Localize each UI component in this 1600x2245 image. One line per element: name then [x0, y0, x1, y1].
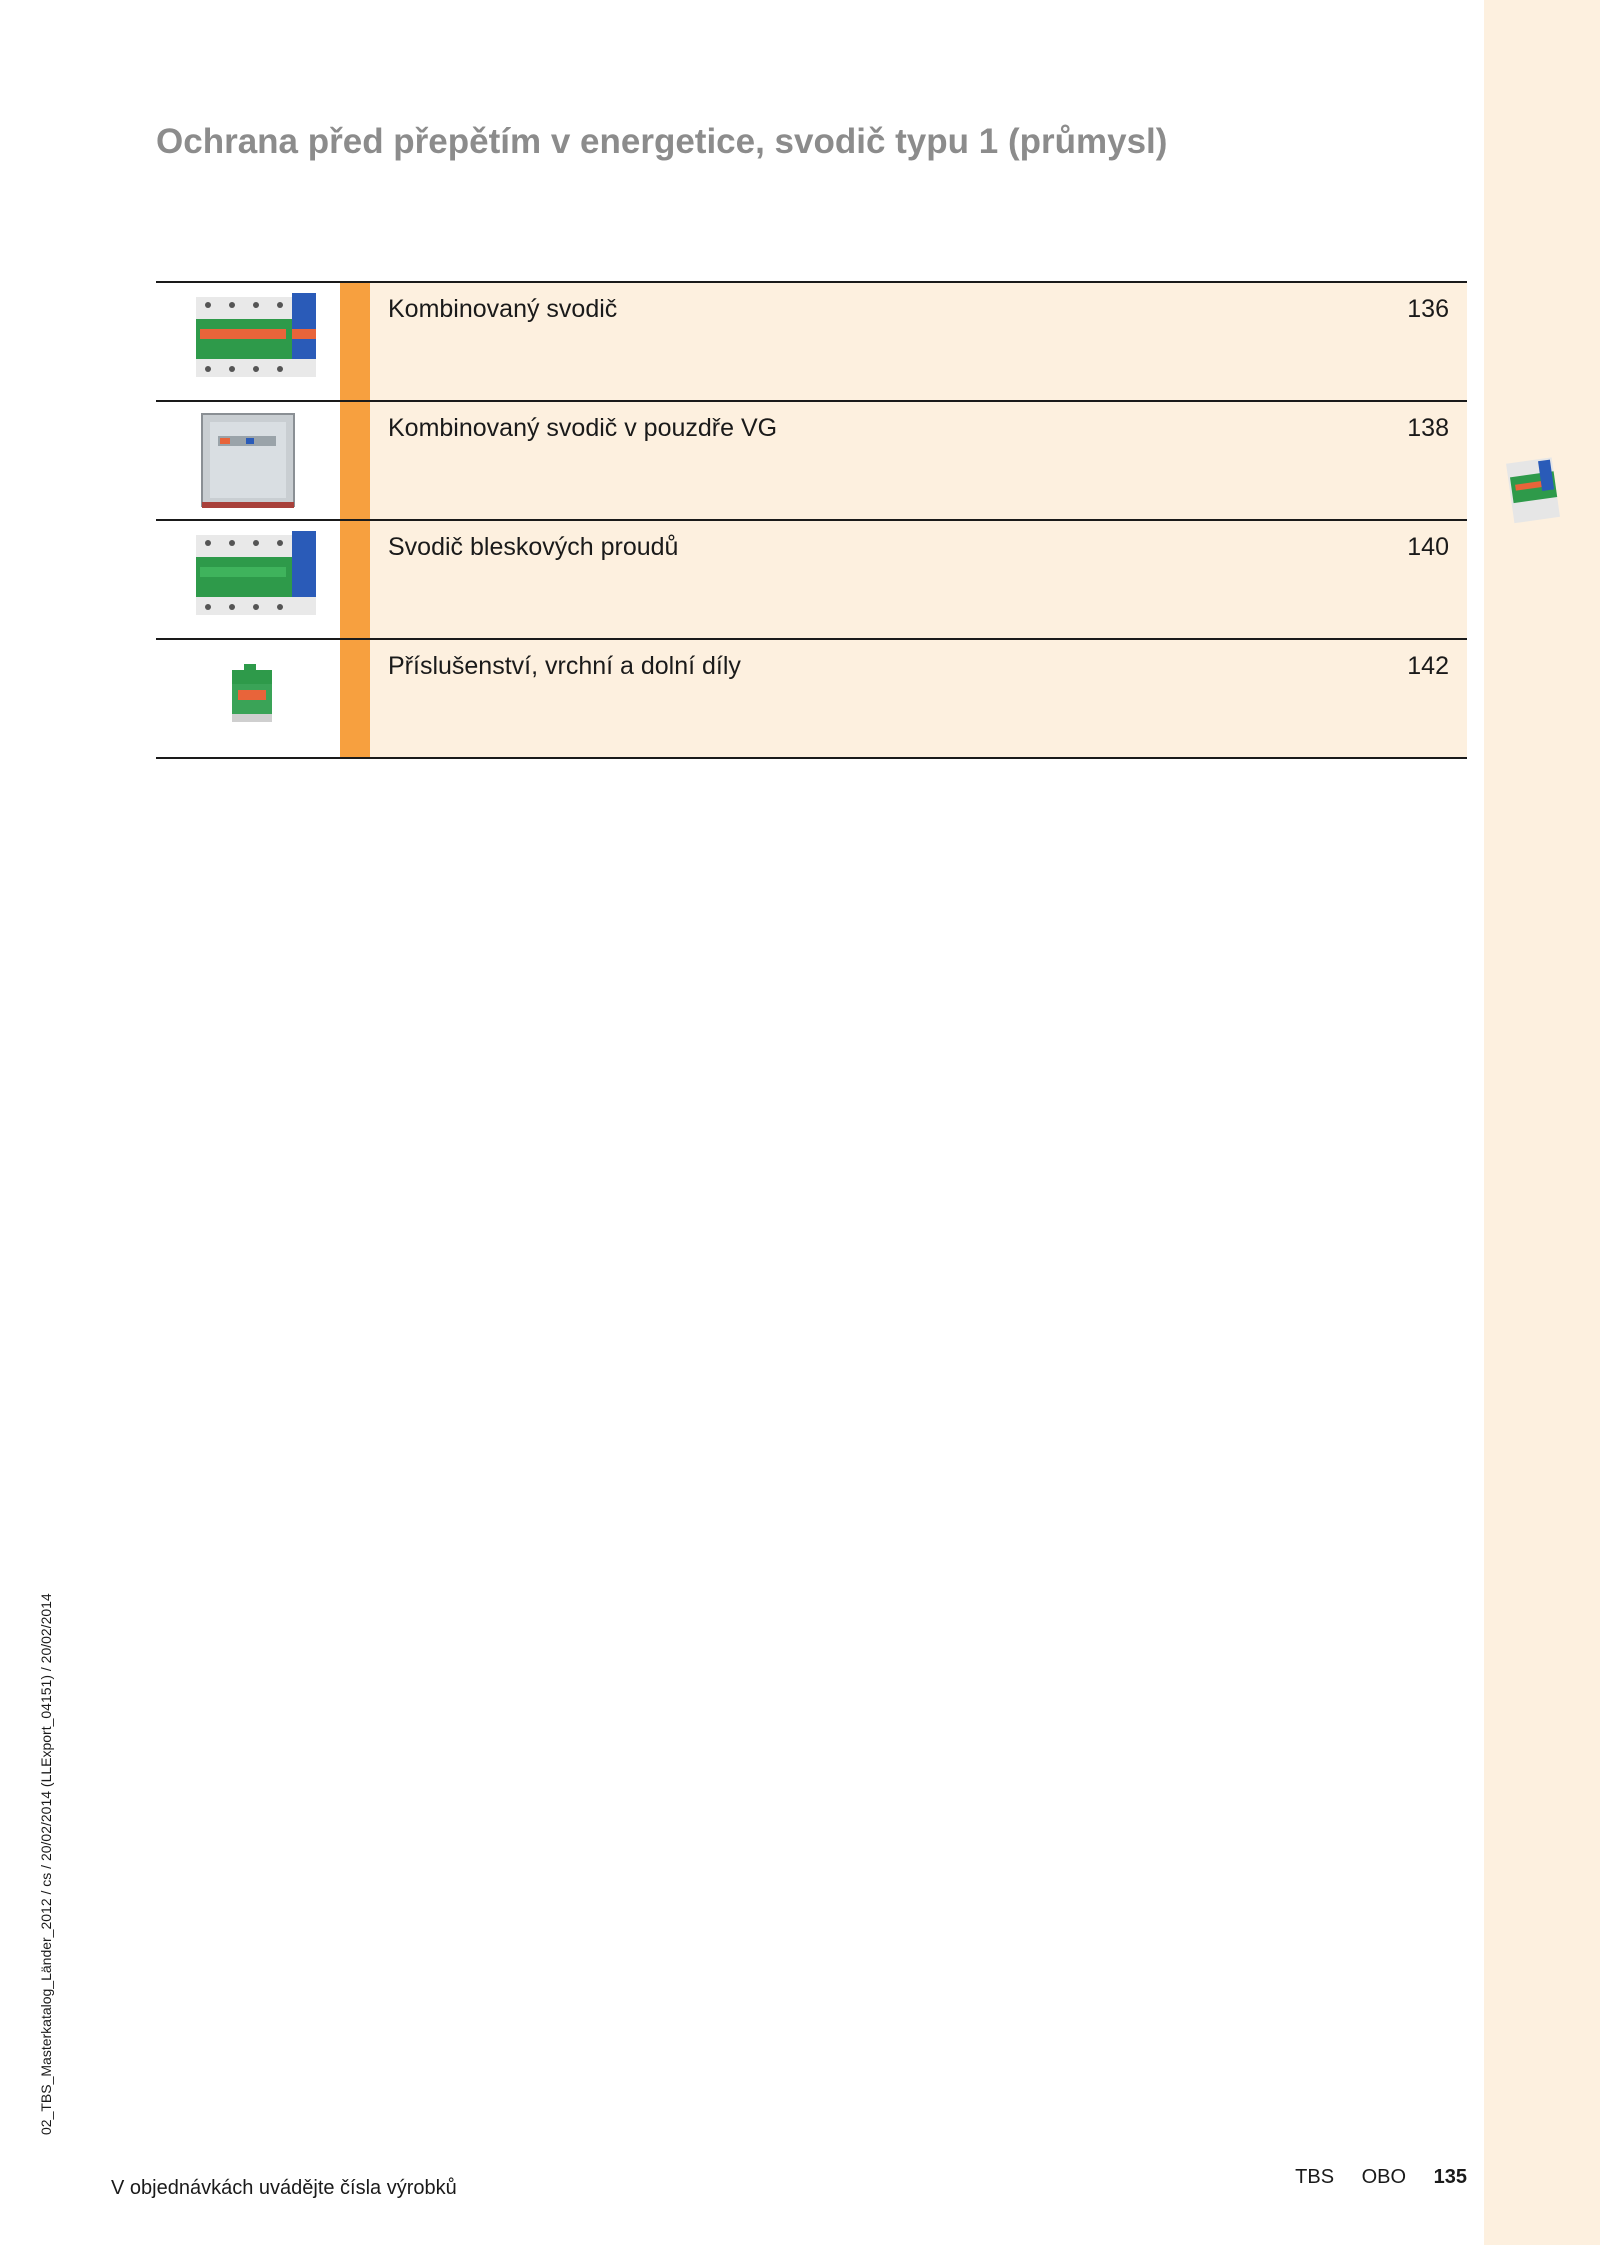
toc-accent-bar: [340, 283, 370, 400]
table-of-contents: [156, 281, 1467, 759]
toc-row-content: [370, 402, 1467, 519]
toc-accent-bar: [340, 402, 370, 519]
toc-item-label[interactable]: Svodič bleskových proudů: [388, 533, 679, 561]
toc-accent-bar: [340, 640, 370, 757]
toc-item-label[interactable]: Kombinovaný svodič: [388, 295, 618, 323]
toc-row[interactable]: [156, 640, 1467, 759]
toc-item-page[interactable]: 136: [1407, 295, 1449, 323]
toc-item-page[interactable]: 140: [1407, 533, 1449, 561]
toc-row[interactable]: [156, 402, 1467, 521]
footer-note: V objednávkách uvádějte čísla výrobků: [111, 2177, 457, 2199]
toc-row[interactable]: [156, 283, 1467, 402]
combined-arrester-module-image: [156, 283, 340, 400]
toc-row-content: [370, 640, 1467, 757]
footer-brand-obo: OBO: [1361, 2166, 1407, 2188]
side-tab-band: [1484, 0, 1600, 2245]
toc-item-label[interactable]: Příslušenství, vrchní a dolní díly: [388, 652, 741, 680]
footer-brand-tbs: TBS: [1295, 2166, 1335, 2188]
toc-item-page[interactable]: 138: [1407, 414, 1449, 442]
toc-row-content: [370, 283, 1467, 400]
toc-item-label[interactable]: Kombinovaný svodič v pouzdře VG: [388, 414, 778, 442]
arrester-housing-vg-image: [156, 402, 340, 519]
toc-item-page[interactable]: 142: [1407, 652, 1449, 680]
footer-brand-block: [1273, 2166, 1467, 2189]
lightning-current-arrester-image: [156, 521, 340, 638]
toc-row-content: [370, 521, 1467, 638]
toc-row[interactable]: [156, 521, 1467, 640]
side-metadata: 02_TBS_Masterkatalog_Länder_2012 / cs / 20/02/2014 (LLExport_04151) / 20/02/2014: [38, 1593, 54, 2135]
page-title: Ochrana před přepětím v energetice, svodič typu 1 (průmysl): [156, 122, 1168, 161]
toc-accent-bar: [340, 521, 370, 638]
page-number: 135: [1433, 2166, 1467, 2188]
accessory-part-image: [156, 640, 340, 757]
side-tab-product-image: [1506, 452, 1564, 530]
